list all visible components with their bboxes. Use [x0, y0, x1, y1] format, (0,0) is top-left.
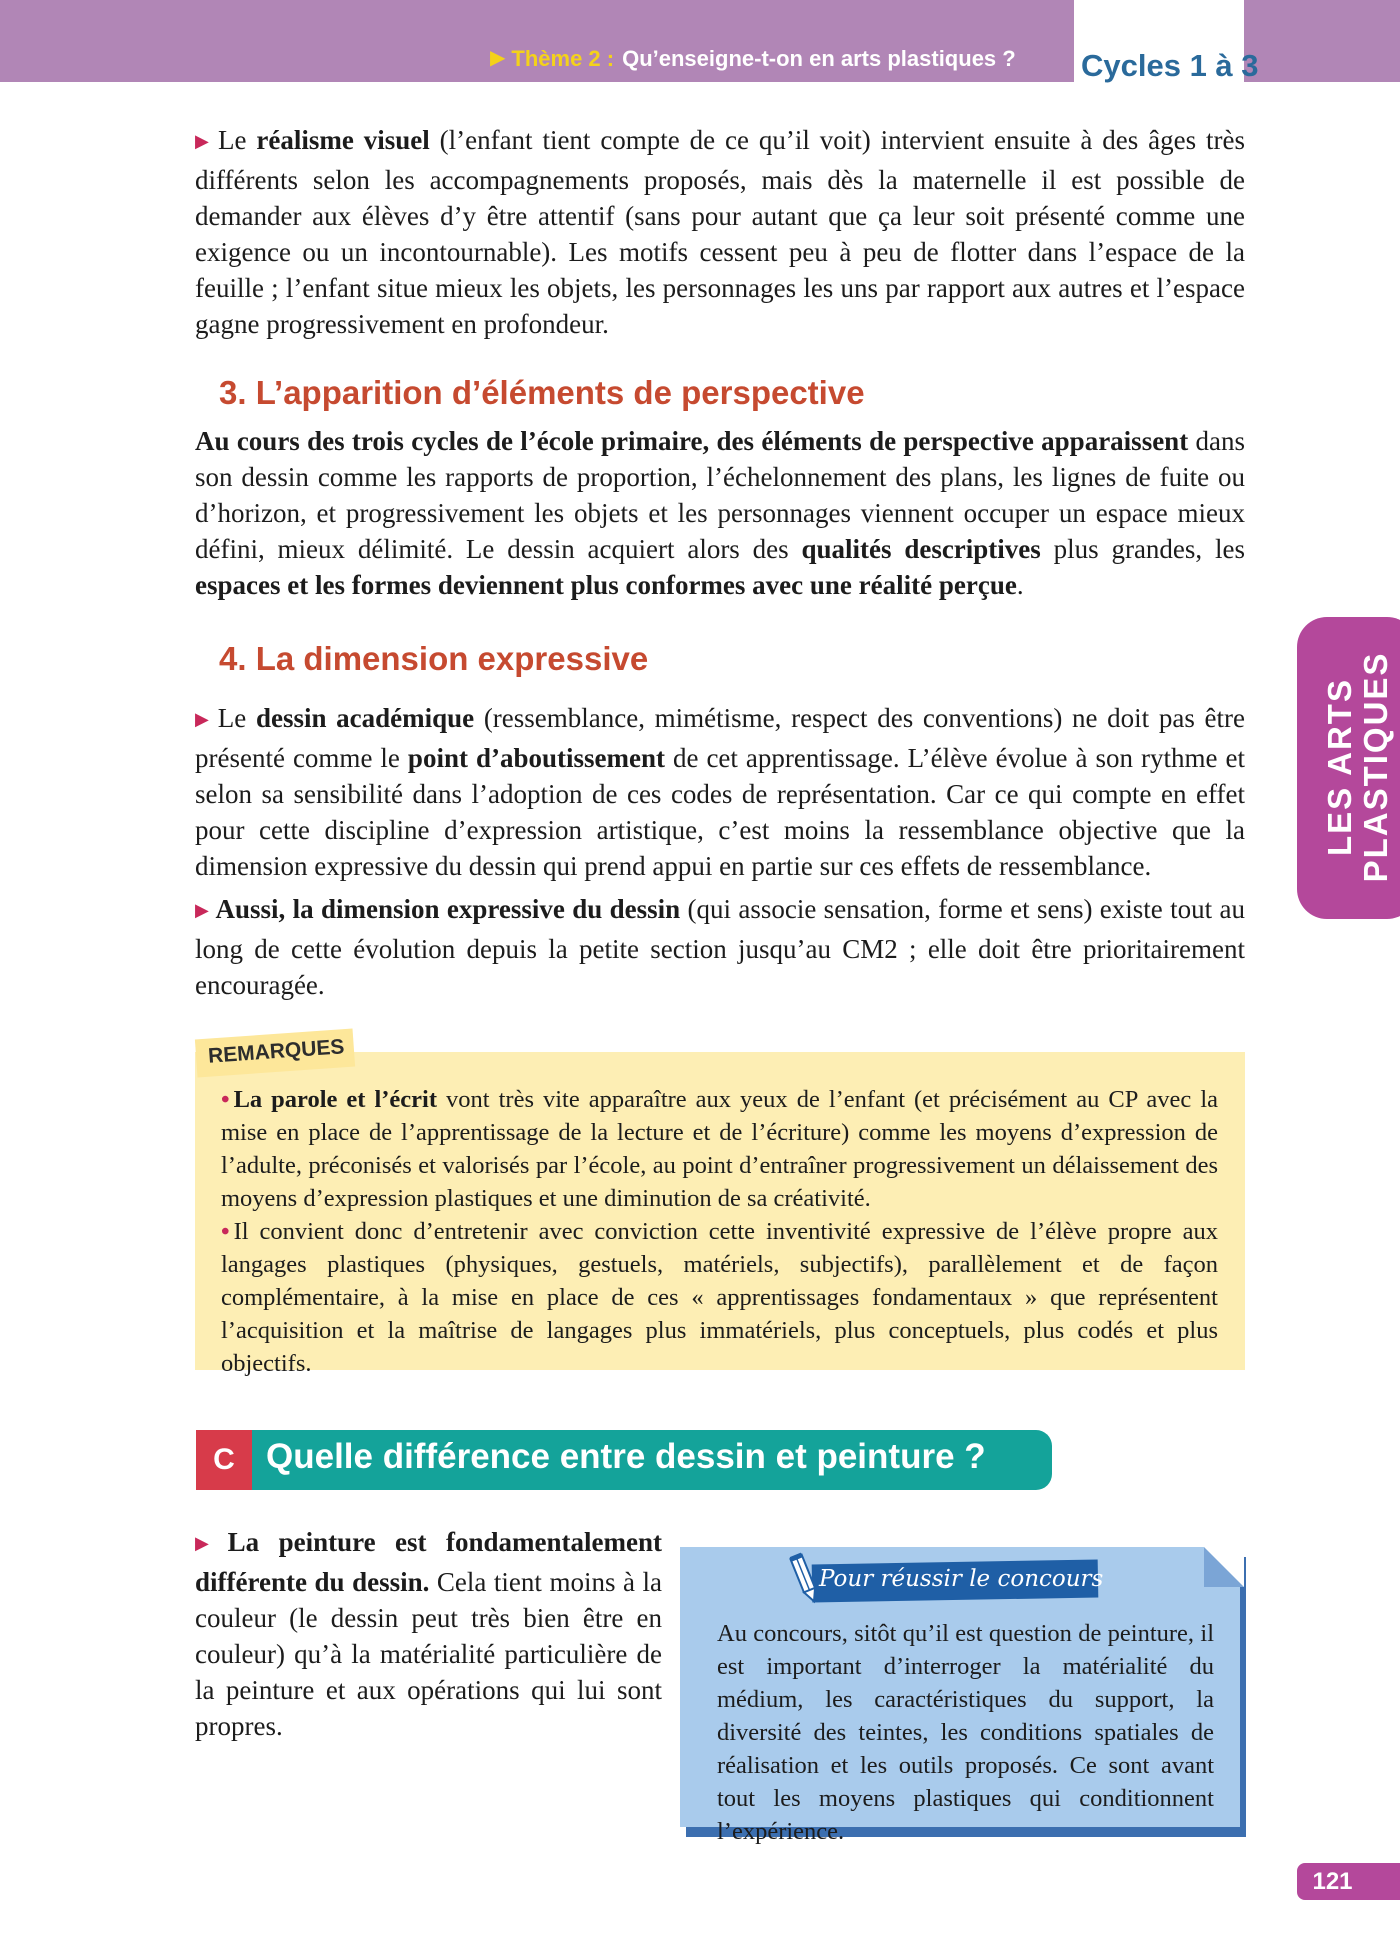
remarque-2: • Il convient donc d’entretenir avec conviction cette inventivité expressive de l’élève propre aux langages plastiques (physiques, gestuels, matériels, subjectifs), parallèlement et de façon complémentaire, à la mise en place de ces « apprentissages fondamentaux » que représentent l’acquisition et la maîtrise de langages plus immatériels, plus conceptuels, plus codés et plus objectifs. — [221, 1218, 1218, 1377]
section-c-letter: C — [196, 1430, 252, 1490]
triangle-bullet-icon: ▶ — [195, 900, 210, 921]
heading-dimension-expressive: 4. La dimension expressive — [219, 640, 649, 677]
bullet-dot-icon: • — [221, 1218, 230, 1245]
paragraph-dessin-academique: ▶ Le dessin académique (ressemblance, mimétisme, respect des conventions) ne doit pas être présenté comme le point d’aboutissement de cet apprentissage. L’élève évolue à son rythme et selon sa sensibilité dans l’adoption de ces codes de représentation. Car ce qui compte en effet pour cette discipline d’expression artistique, c’est moins la ressemblance objective que la dimension expressive du dessin qui prend appui en partie sur ces effets de ressemblance. — [195, 703, 1245, 881]
triangle-bullet-icon: ▶ — [195, 709, 212, 730]
concours-label: Pour réussir le concours — [819, 1566, 1104, 1592]
side-tab-line2: PLASTIQUES — [1357, 651, 1394, 883]
remarque-1: • La parole et l’écrit vont très vite apparaître aux yeux de l’enfant (et précisément au CP avec la mise en place de l’apprentissage de la lecture et de l’écriture) comme les moyens d’expression de l’adulte, préconisés et valorisés par l’école, au point d’entraîner progressivement un délaissement des moyens d’expression plastiques et une diminution de sa créativité. — [221, 1086, 1218, 1212]
theme-arrow-icon: ▶ — [490, 45, 506, 69]
theme-title: Qu’enseigne-t-on en arts plastiques ? — [622, 46, 1016, 71]
paragraph-aussi: ▶ Aussi, la dimension expressive du dessin (qui associe sensation, forme et sens) existe tout au long de cette évolution depuis la petite section jusqu’au CM2 ; elle doit être prioritairement encouragée. — [195, 894, 1245, 1000]
concours-corner-fold — [1204, 1547, 1244, 1587]
pencil-icon — [788, 1551, 822, 1607]
remarques-label: REMARQUES — [207, 1035, 346, 1068]
theme-label: Thème 2 : — [511, 46, 615, 71]
paragraph-peinture: ▶ La peinture est fondamentalement différente du dessin. Cela tient moins à la couleur (le dessin peut très bien être en couleur) qu’à la matérialité particulière de la peinture et aux opérations qui lui sont propres. — [195, 1527, 662, 1741]
section-c-title: Quelle différence entre dessin et peinture ? — [266, 1437, 986, 1476]
page-number: 121 — [1297, 1863, 1368, 1900]
bullet-dot-icon: • — [221, 1086, 230, 1113]
concours-text: Au concours, sitôt qu’il est question de peinture, il est important d’interroger la matérialité du médium, les caractéristiques du support, la diversité des teintes, les conditions spatiales de réalisation et les outils proposés. Ce sont avant tout les moyens plastiques qui conditionnent l’expérience. — [717, 1620, 1214, 1845]
side-tab-line1: LES ARTS — [1321, 678, 1358, 856]
cycles-label: Cycles 1 à 3 — [1081, 48, 1259, 83]
paragraph-perspective: Au cours des trois cycles de l’école primaire, des éléments de perspective apparaissent dans son dessin comme les rapports de proportion, l’échelonnement des plans, les lignes de fuite ou d’horizon, et progressivement les objets et les personnages viennent occuper un espace mieux défini, mieux délimité. Le dessin acquiert alors des qualités descriptives plus grandes, les espaces et les formes deviennent plus conformes avec une réalité perçue. — [195, 426, 1245, 600]
header-theme — [490, 46, 1016, 72]
side-tab-label — [1322, 652, 1394, 883]
triangle-bullet-icon: ▶ — [195, 131, 212, 152]
heading-perspective: 3. L’apparition d’éléments de perspective — [219, 374, 865, 411]
triangle-bullet-icon: ▶ — [195, 1533, 222, 1554]
paragraph-realisme: ▶ Le réalisme visuel (l’enfant tient compte de ce qu’il voit) intervient ensuite à des âges très différents selon les accompagnements proposés, mais dès la maternelle il est possible de demander aux élèves d’y être attentif (sans pour autant que ça leur soit présenté comme une exigence ou un incontournable). Les motifs cessent peu à peu de flotter dans l’espace de la feuille ; l’enfant situe mieux les objets, les personnages les uns par rapport aux autres et l’espace gagne progressivement en profondeur. — [195, 125, 1245, 339]
